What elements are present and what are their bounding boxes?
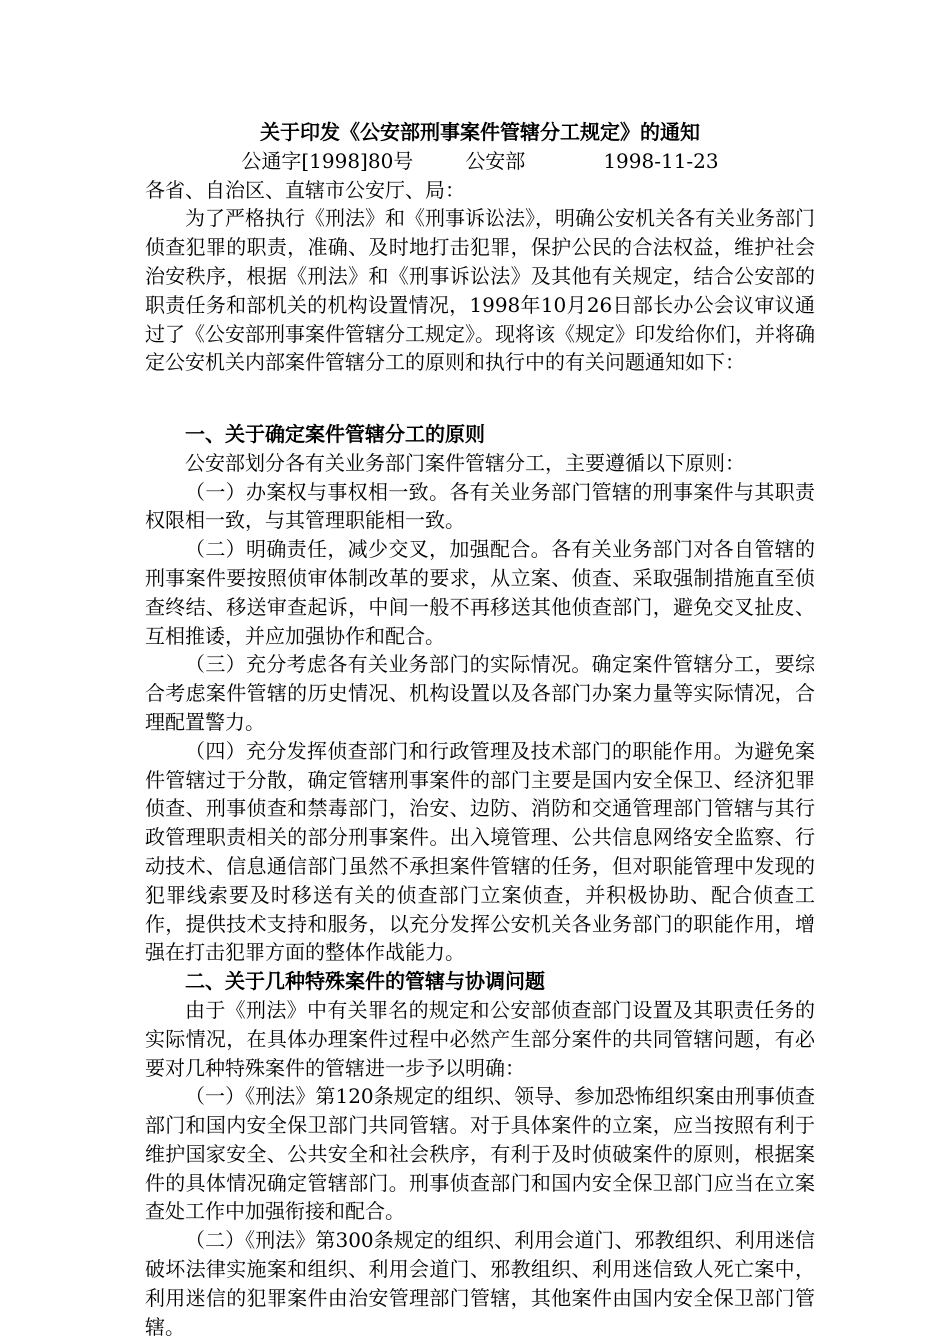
section2-heading: 二、关于几种特殊案件的管辖与协调问题: [185, 969, 545, 994]
document-page: [145, 118, 815, 1341]
section2-item: （二）《刑法》第300条规定的组织、利用会道门、邪教组织、利用迷信破坏法律实施案和组织、利用会道门、邪教组织、利用迷信致人死亡案中，利用迷信的犯罪案件由治安管理部门管辖，其他案件由国内安全保卫部门管辖。: [145, 1228, 815, 1339]
section2-item: （一）《刑法》第120条规定的组织、领导、参加恐怖组织案由刑事侦查部门和国内安全保卫部门共同管辖。对于具体案件的立案，应当按照有利于维护国家安全、公共安全和社会秩序，有利于及时侦破案件的原则，根据案件的具体情况确定管辖部门。刑事侦查部门和国内安全保卫部门应当在立案查处工作中加强衔接和配合。: [145, 1084, 815, 1224]
issue-date: 1998-11-23: [603, 148, 719, 173]
doc-number: 公通字[1998]80号: [241, 148, 414, 173]
document-title: 关于印发《公安部刑事案件管辖分工规定》的通知: [260, 120, 700, 144]
section2-lead: 由于《刑法》中有关罪名的规定和公安部侦查部门设置及其职责任务的实际情况，在具体办理案件过程中必然产生部分案件的共同管辖问题，有必要对几种特殊案件的管辖进一步予以明确：: [145, 997, 815, 1080]
salutation: 各省、自治区、直辖市公安厅、局：: [145, 177, 465, 202]
intro-paragraph: 为了严格执行《刑法》和《刑事诉讼法》，明确公安机关各有关业务部门侦查犯罪的职责，准确、及时地打击犯罪，保护公民的合法权益，维护社会治安秩序，根据《刑法》和《刑事诉讼法》及其他有关规定，结合公安部的职责任务和部机关的机构设置情况，1998年10月26日部长办公会议审议通过了《公安部刑事案件管辖分工规定》。现将该《规定》印发给你们，并将确定公安机关内部案件管辖分工的原则和执行中的有关问题通知如下：: [145, 206, 815, 375]
section1-item: （四）充分发挥侦查部门和行政管理及技术部门的职能作用。为避免案件管辖过于分散，确定管辖刑事案件的部门主要是国内安全保卫、经济犯罪侦查、刑事侦查和禁毒部门，治安、边防、消防和交通管理部门管辖与其行政管理职责相关的部分刑事案件。出入境管理、公共信息网络安全监察、行动技术、信息通信部门虽然不承担案件管辖的任务，但对职能管理中发现的犯罪线索要及时移送有关的侦查部门立案侦查，并积极协助、配合侦查工作，提供技术支持和服务，以充分发挥公安机关各业务部门的职能作用，增强在打击犯罪方面的整体作战能力。: [145, 738, 815, 965]
section1-item: （一）办案权与事权相一致。各有关业务部门管辖的刑事案件与其职责权限相一致，与其管理职能相一致。: [145, 479, 815, 533]
section1-item: （二）明确责任，减少交叉，加强配合。各有关业务部门对各自管辖的刑事案件要按照侦审体制改革的要求，从立案、侦查、采取强制措施直至侦查终结、移送审查起诉，中间一般不再移送其他侦查部门，避免交叉扯皮、互相推诿，并应加强协作和配合。: [145, 537, 815, 648]
issuer: 公安部: [465, 148, 526, 173]
document-meta-line: [145, 147, 815, 176]
section1-item: （三）充分考虑各有关业务部门的实际情况。确定案件管辖分工，要综合考虑案件管辖的历史情况、机构设置以及各部门办案力量等实际情况，合理配置警力。: [145, 652, 815, 734]
section1-lead: 公安部划分各有关业务部门案件管辖分工，主要遵循以下原则：: [185, 450, 745, 475]
section1-heading: 一、关于确定案件管辖分工的原则: [185, 421, 485, 446]
